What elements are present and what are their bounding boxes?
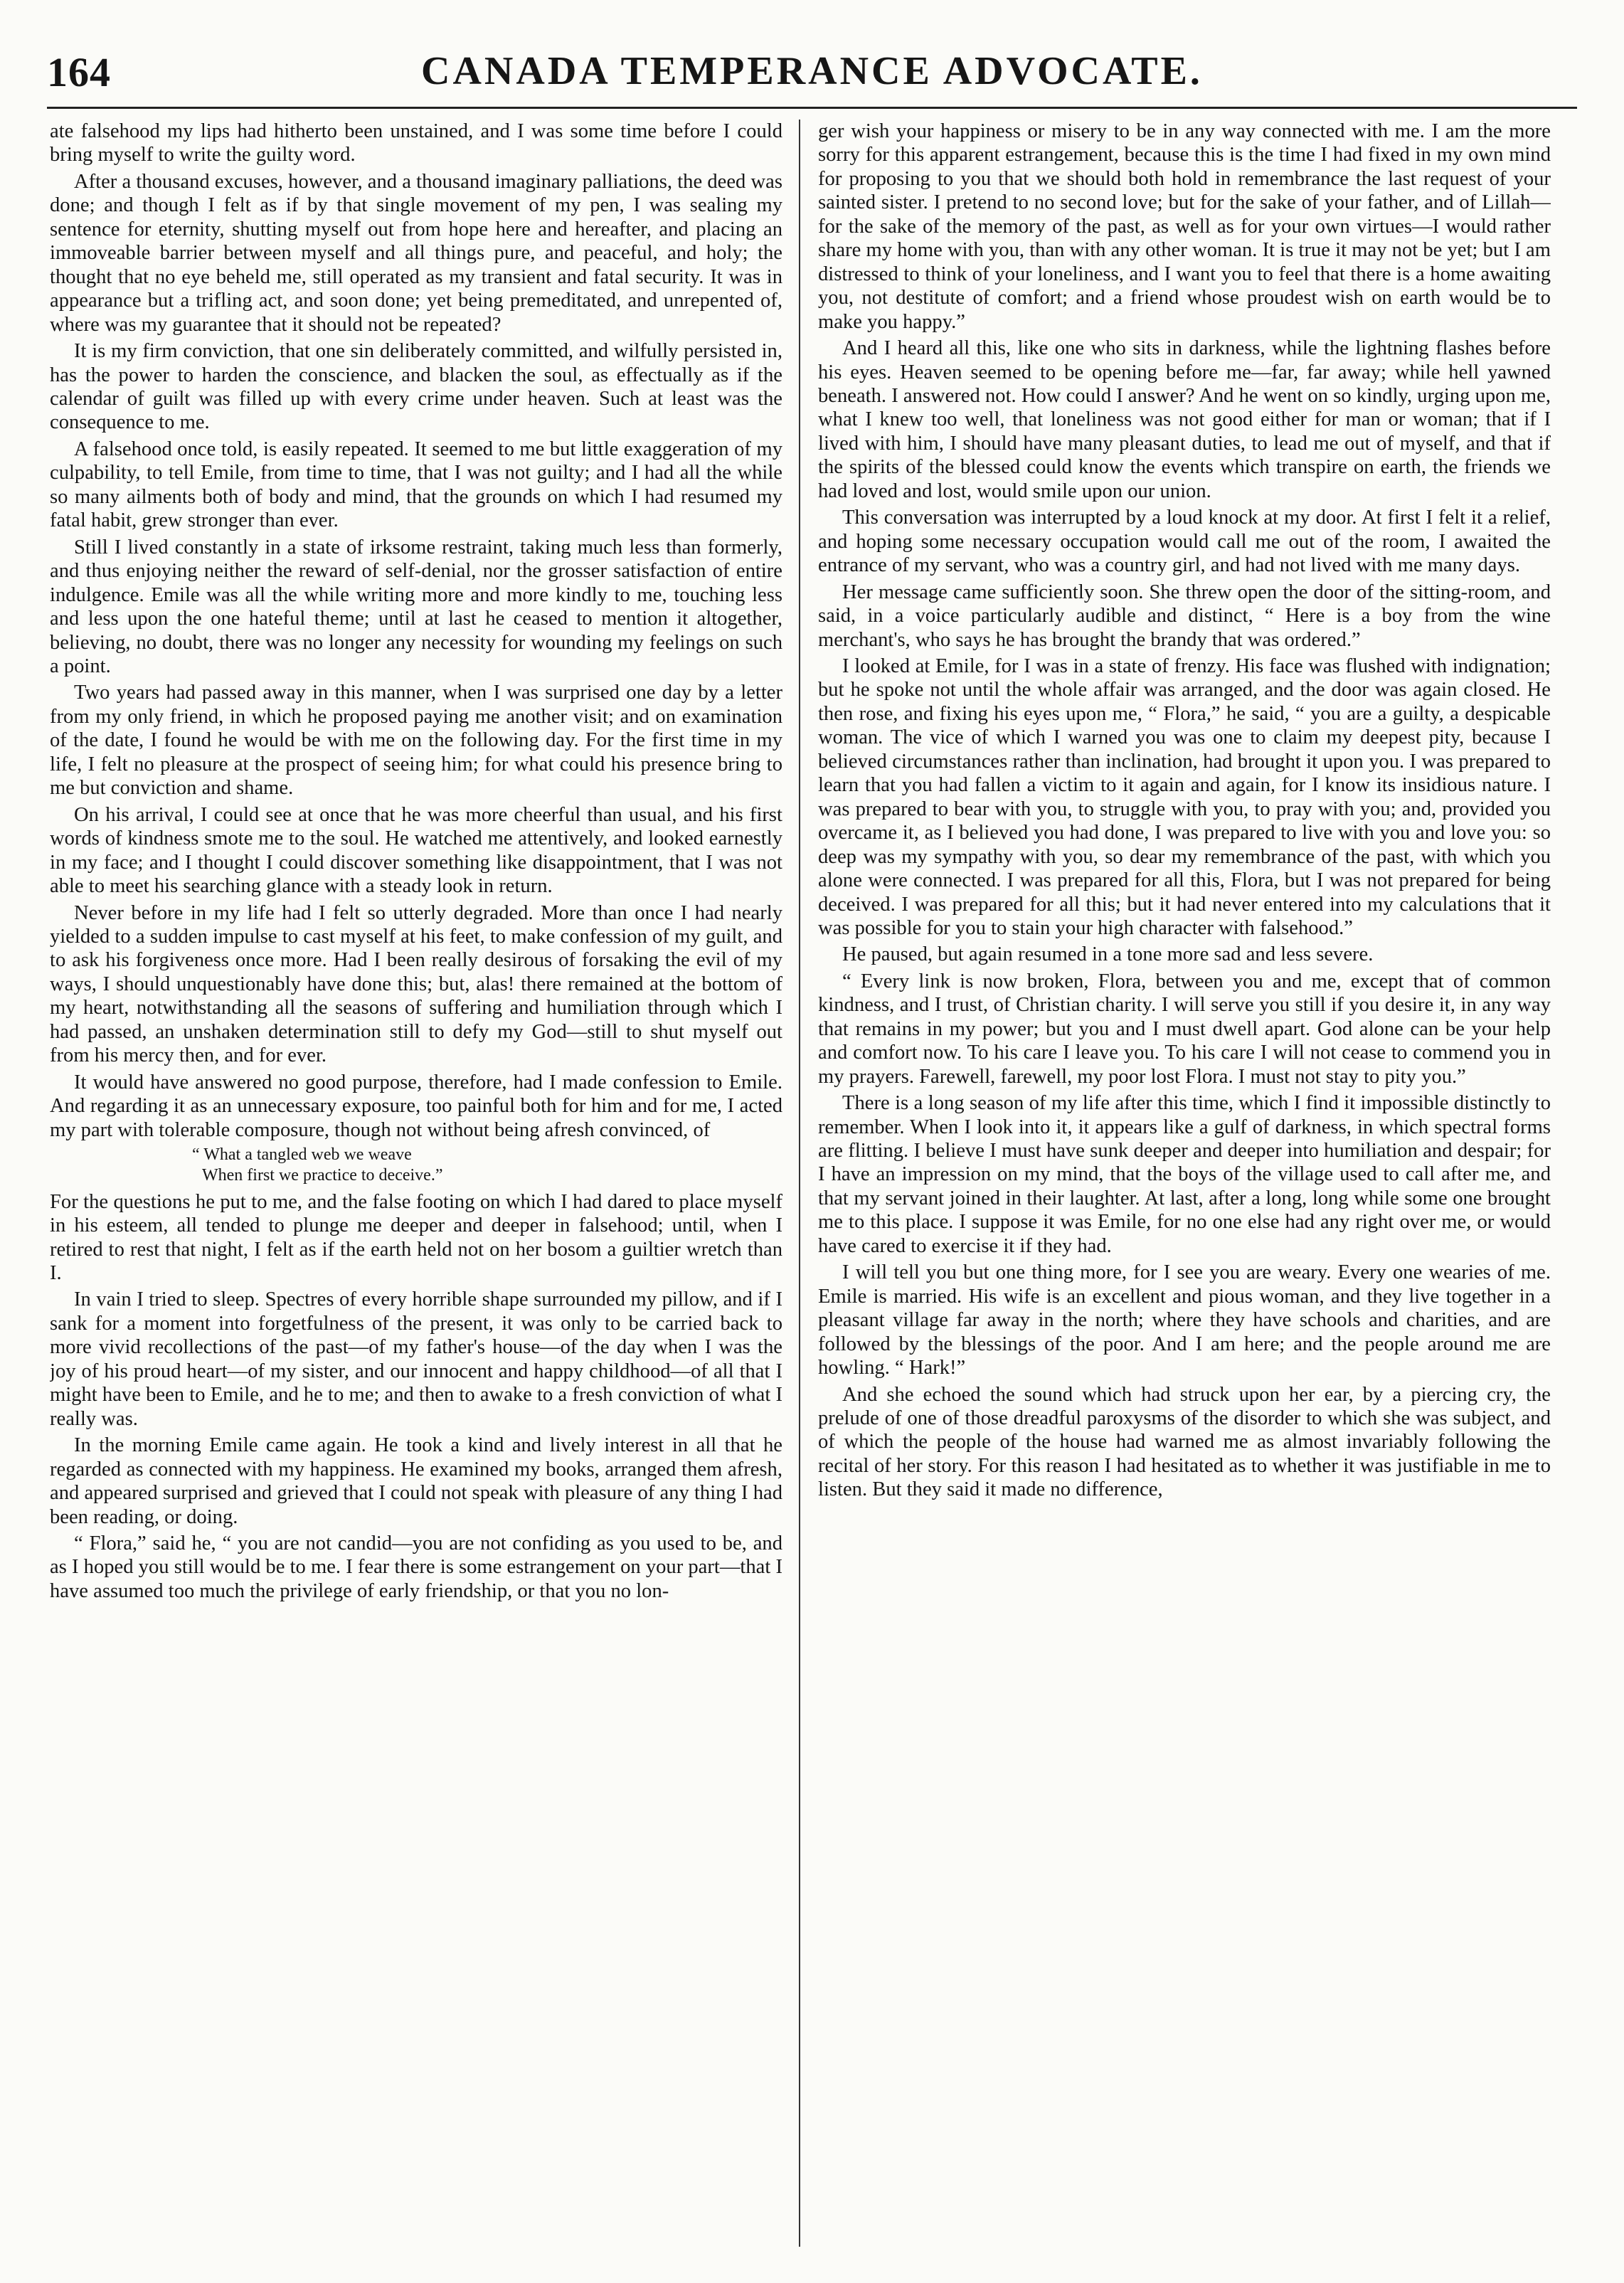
paragraph: I will tell you but one thing more, for I see you are weary. Every one wearies of me. Emile is married. His wife is an excellent and pious woman, and they live together in a pleasant village far away in the north; where they have schools and charities, and are followed by the blessings of the poor. And I am here; and the people around me are howling. “ Hark!” bbox=[818, 1261, 1551, 1379]
paragraph: There is a long season of my life after this time, which I find it impossible distinctly to remember. When I look into it, it appears like a gulf of darkness, in which spectral forms are flitting. I believe I must have sunk deeper and deeper into humiliation and despair; for I have an impression on my mind, that the boys of the village used to call after me, and that my servant joined in their laughter. At last, after a long, long while some one brought me to this place. I suppose it was Emile, for no one else had any right over me, or would have cared to exercise it if they had. bbox=[818, 1092, 1551, 1257]
paragraph: Never before in my life had I felt so utterly degraded. More than once I had nearly yielded to a sudden impulse to cast myself at his feet, to make confession of my guilt, and to ask his forgiveness once more. Had I been really desirous of forsaking the evil of my ways, I should unquestionably have done this; but, alas! there remained at the bottom of my heart, notwithstanding all the seasons of suffering and humiliation through which I had passed, an unshaken determination still to defy my God—still to shut myself out from his mercy then, and for ever. bbox=[50, 901, 782, 1067]
page-number: 164 bbox=[47, 49, 111, 95]
verse-line: “ What a tangled web we weave bbox=[192, 1145, 412, 1165]
paragraph: In the morning Emile came again. He took a kind and lively interest in all that he regarded as connected with my happiness. He examined my books, arranged them afresh, and appeared surprised and grieved that I could not speak with pleasure of any thing I had been reading, or doing. bbox=[50, 1434, 782, 1528]
paragraph: And I heard all this, like one who sits in darkness, while the lightning flashes before his eyes. Heaven seemed to be opening before me—far, far away; while hell yawned beneath. I answered not. How could I answer? And he went on so kindly, urging upon me, what I knew too well, that loneliness was not good either for man or woman; that if I lived with him, I should have many pleasant duties, to lead me out of myself, and that if the spirits of the blessed could know the events which transpire on earth, the friends we had loved and lost, would smile upon our union. bbox=[818, 337, 1551, 502]
paragraph: And she echoed the sound which had struck upon her ear, by a piercing cry, the prelude of one of those dreadful paroxysms of the disorder to which she was subject, and of which the people of the house had warned me as almost invariably following the recital of her story. For this reason I had hesitated as to whether it was justifiable in me to listen. But they said it made no difference, bbox=[818, 1383, 1551, 1501]
masthead bbox=[47, 44, 1577, 108]
paragraph: It would have answered no good purpose, therefore, had I made confession to Emile. And regarding it as an unnecessary exposure, too painful both for him and for me, I acted my part with tolerable composure, though not without being afresh convinced, of bbox=[50, 1071, 782, 1141]
paragraph: A falsehood once told, is easily repeated. It seemed to me but little exaggeration of my culpability, to tell Emile, from time to time, that I was not guilty; and I had all the while so many ailments both of body and mind, that the grounds on which I had resumed my fatal habit, grew stronger than ever. bbox=[50, 438, 782, 532]
paragraph: “ Every link is now broken, Flora, between you and me, except that of common kindness, and I trust, of Christian charity. I will serve you still if you desire it, in any way that remains in my power; but you and I must dwell apart. God alone can be your help and comfort now. To his care I leave you. To his care I will not cease to commend you in my prayers. Farewell, farewell, my poor lost Flora. I must not stay to pity you.” bbox=[818, 970, 1551, 1088]
header-rule bbox=[47, 107, 1577, 109]
paragraph: It is my firm conviction, that one sin deliberately committed, and wilfully persisted in, has the power to harden the conscience, and blacken the soul, as effectually as if the calendar of guilt was filled up with every crime under heaven. Such at least was the consequence to me. bbox=[50, 340, 782, 434]
paragraph: For the questions he put to me, and the false footing on which I had dared to place myself in his esteem, all tended to plunge me deeper and deeper in falsehood; until, when I retired to rest that night, I felt as if the earth held not on her bosom a guiltier wretch than I. bbox=[50, 1190, 782, 1284]
verse-line: When first we practice to deceive.” bbox=[202, 1165, 443, 1185]
paragraph: Her message came sufficiently soon. She threw open the door of the sitting-room, and said, in a voice particularly audible and distinct, “ Here is a boy from the wine merchant's, who says he has brought the brandy that was ordered.” bbox=[818, 581, 1551, 651]
column-divider bbox=[799, 120, 800, 2247]
paragraph: On his arrival, I could see at once that he was more cheerful than usual, and his first words of kindness smote me to the soul. He watched me attentively, and looked earnestly in my face; and I thought I could discover something like disappointment, that I was not able to meet his searching glance with a steady look in return. bbox=[50, 803, 782, 898]
right-column bbox=[818, 120, 1551, 2247]
paragraph: ate falsehood my lips had hitherto been unstained, and I was some time before I could bring myself to write the guilty word. bbox=[50, 120, 782, 166]
verse-quote bbox=[192, 1145, 782, 1186]
paragraph: After a thousand excuses, however, and a thousand imaginary palliations, the deed was done; and though I felt as if by that single movement of my pen, I was sealing my sentence for eternity, shutting myself out from hope here and hereafter, and placing an immoveable barrier between myself and all things pure, and peaceful, and holy; the thought that no eye beheld me, still operated as my transient and fatal security. It was in appearance but a trifling act, and soon done; yet being premeditated, and unrepented of, where was my guarantee that it should not be repeated? bbox=[50, 170, 782, 336]
journal-title: CANADA TEMPERANCE ADVOCATE. bbox=[421, 49, 1203, 93]
paragraph: This conversation was interrupted by a loud knock at my door. At first I felt it a relief, and hoping some necessary occupation would call me out of the room, I awaited the entrance of my servant, who was a country girl, and had not lived with me many days. bbox=[818, 507, 1551, 577]
left-column bbox=[50, 120, 782, 2247]
paragraph: Still I lived constantly in a state of irksome restraint, taking much less than formerly, and thus enjoying neither the reward of self-denial, nor the grosser satisfaction of entire indulgence. Emile was all the while writing more and more kindly to me, touching less and less upon the one hateful theme; until at last he ceased to mention it altogether, believing, no doubt, there was no longer any necessity for wounding my feelings on such a point. bbox=[50, 536, 782, 677]
paragraph: “ Flora,” said he, “ you are not candid—you are not confiding as you used to be, and as I hoped you still would be to me. I fear there is some estrangement on your part—that I have assumed too much the privilege of early friendship, or that you no lon- bbox=[50, 1532, 782, 1602]
paragraph: He paused, but again resumed in a tone more sad and less severe. bbox=[842, 943, 1374, 966]
paragraph: Two years had passed away in this manner, when I was surprised one day by a letter from my only friend, in which he proposed paying me another visit; and on examination of the date, I found he would be with me on the following day. For the first time in my life, I felt no pleasure at the prospect of seeing him; for what could his presence bring to me but conviction and shame. bbox=[50, 682, 782, 800]
paragraph: I looked at Emile, for I was in a state of frenzy. His face was flushed with indignation; but he spoke not until the whole affair was arranged, and the door was again closed. He then rose, and fixing his eyes upon me, “ Flora,” he said, “ you are a guilty, a despicable woman. The vice of which I warned you was one to claim my deepest pity, because I believed circumstances rather than inclination, had brought it upon you. I was prepared to learn that you had fallen a victim to it again and again, for I know its insidious nature. I was prepared to bear with you, to struggle with you, to pray with you; and, provided you overcame it, as I believed you had done, I was prepared to live with you and love you: so deep was my sympathy with you, so dear my remembrance of the past, with which you alone were connected. I was prepared for all this, Flora, but I was not prepared for being deceived. I was prepared for all this; but it had never entered into my calculations that it was possible for you to stain your high character with falsehood.” bbox=[818, 655, 1551, 939]
paragraph: In vain I tried to sleep. Spectres of every horrible shape surrounded my pillow, and if I sank for a moment into forgetfulness of the present, it was only to be carried back to more vivid recollections of the past—of my father's house—of the day when I was the joy of his proud heart—of my sister, and our innocent and happy childhood—of all that I might have been to Emile, and he to me; and then to awake to a fresh conviction of what I really was. bbox=[50, 1288, 782, 1430]
paragraph: ger wish your happiness or misery to be in any way connected with me. I am the more sorry for this apparent estrangement, because this is the time I had fixed in my own mind for proposing to you that we should both hold in remembrance the last request of your sainted sister. I pretend to no second love; but for the sake of your father, and of Lillah—for the sake of the memory of the past, as well as for your own virtues—I would rather share my home with you, than with any other woman. It is true it may not be yet; but I am distressed to think of your loneliness, and I want you to feel that there is a home awaiting you, not destitute of comfort; and a friend whose proudest wish on earth would be to make you happy.” bbox=[818, 120, 1551, 333]
